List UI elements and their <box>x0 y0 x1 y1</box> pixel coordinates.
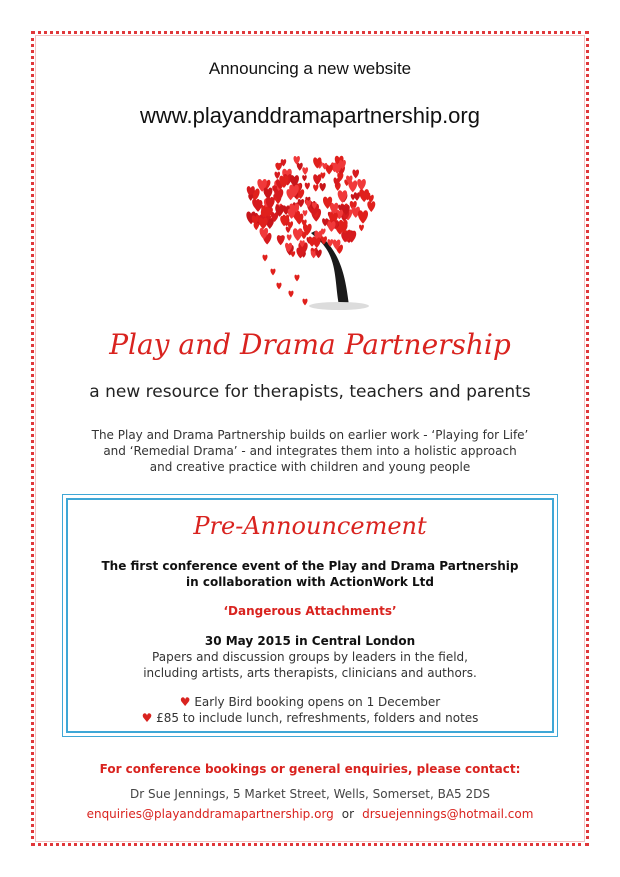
contact-address: Dr Sue Jennings, 5 Market Street, Wells, Somerset, BA5 2DS <box>130 787 490 801</box>
bullet-item <box>0 711 620 725</box>
heart-leaf <box>302 175 307 181</box>
heart-leaf <box>302 299 307 306</box>
website-url[interactable]: www.playanddramapartnership.org <box>140 103 480 128</box>
heart-leaf <box>262 255 267 262</box>
contact-heading: For conference bookings or general enquiries, please contact: <box>99 762 521 776</box>
heart-icon: ♥ <box>141 711 153 725</box>
heart-leaf <box>367 201 375 212</box>
description-line: and ‘Remedial Drama’ - and integrates them into a holistic approach <box>103 444 517 458</box>
heart-leaf <box>357 179 366 191</box>
bullet-text: £85 to include lunch, refreshments, folders and notes <box>156 711 479 725</box>
heart-leaf <box>287 234 292 241</box>
description-line: The Play and Drama Partnership builds on earlier work - ‘Playing for Life’ <box>91 428 529 442</box>
email-link-personal[interactable]: drsuejennings@hotmail.com <box>362 807 534 821</box>
heart-leaf <box>358 210 368 223</box>
heart-leaf <box>293 228 303 241</box>
bullet-text: Early Bird booking opens on 1 December <box>194 695 441 709</box>
event-title: ‘Dangerous Attachments’ <box>223 604 397 618</box>
email-link-enquiries[interactable]: enquiries@playanddramapartnership.org <box>86 807 334 821</box>
description-line: and creative practice with children and young people <box>149 460 471 474</box>
heart-leaf <box>305 183 310 190</box>
heart-leaf <box>291 251 296 257</box>
pre-announcement-heading: Pre-Announcement <box>193 512 427 540</box>
heart-leaf <box>354 192 360 200</box>
heart-leaf <box>297 163 303 171</box>
heart-icon: ♥ <box>179 695 191 709</box>
heart-leaf <box>288 291 293 298</box>
or-separator: or <box>341 807 355 821</box>
heart-leaf <box>315 250 321 259</box>
contact-emails <box>0 807 620 821</box>
conference-line: in collaboration with ActionWork Ltd <box>186 575 434 589</box>
papers-line: Papers and discussion groups by leaders in the field, <box>152 650 468 664</box>
bullet-item <box>0 695 620 709</box>
heart-leaf <box>303 210 308 216</box>
heart-leaf <box>338 190 347 203</box>
heart-leaf <box>352 170 359 179</box>
heart-leaf <box>302 167 308 175</box>
heart-leaf <box>275 172 281 179</box>
trunk-shadow <box>309 302 369 310</box>
announcement-heading: Announcing a new website <box>208 59 412 78</box>
brand-title: Play and Drama Partnership <box>109 328 511 361</box>
tagline: a new resource for therapists, teachers and parents <box>89 382 531 402</box>
conference-line: The first conference event of the Play and Drama Partnership <box>101 559 519 573</box>
heart-tree-logo <box>235 145 385 315</box>
event-date: 30 May 2015 in Central London <box>204 634 416 648</box>
papers-line: including artists, arts therapists, clinicians and authors. <box>143 666 477 680</box>
tree-canopy <box>246 156 375 306</box>
heart-leaf <box>276 283 281 290</box>
heart-leaf <box>313 185 318 192</box>
heart-leaf <box>319 183 325 192</box>
heart-leaf <box>359 225 364 232</box>
heart-leaf <box>294 275 299 282</box>
heart-leaf <box>270 269 275 276</box>
